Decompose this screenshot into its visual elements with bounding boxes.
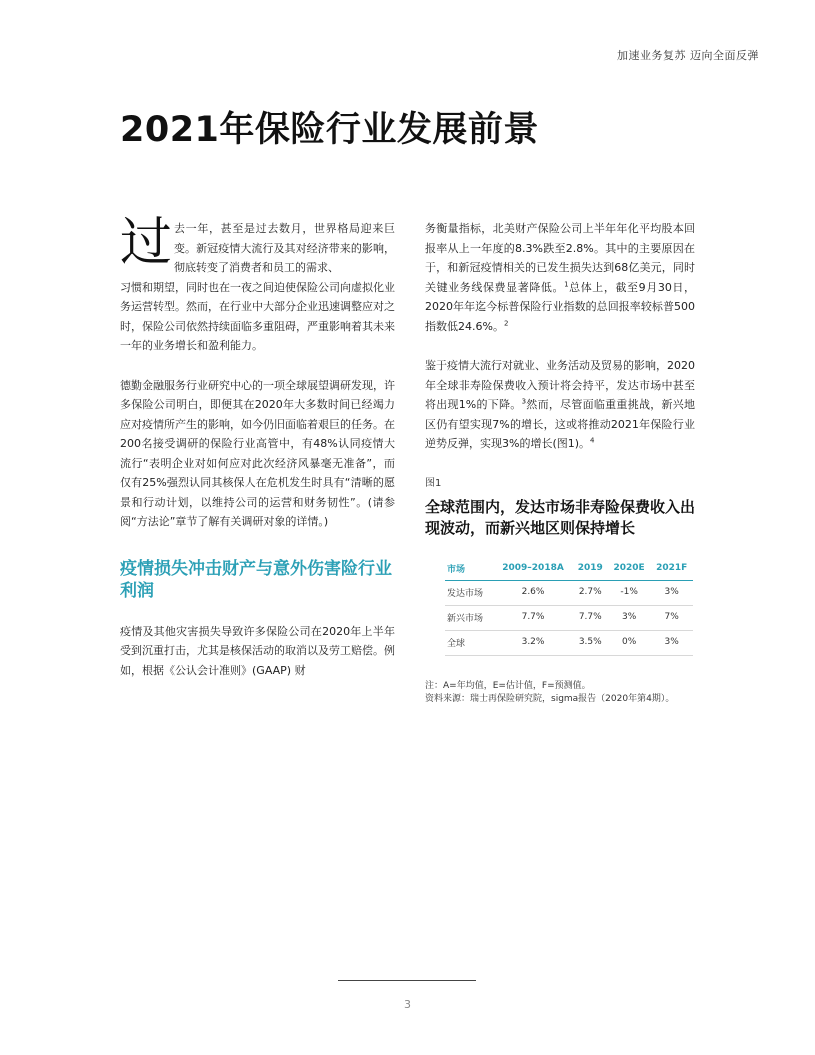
- table-cell: 发达市场: [445, 580, 493, 605]
- note-source: 资料来源：瑞士再保险研究院，sigma报告（2020年第4期）。: [425, 693, 675, 704]
- table-cell: 3%: [650, 580, 693, 605]
- column-header: 2009–2018A: [493, 557, 572, 581]
- column-header: 市场: [445, 557, 493, 581]
- premium-text-a: 鉴于疫情大流行对就业、业务活动及贸易的影响，2020年全球非寿险保费收入预计将会持平，发达市场中甚至将出现1%的下降。: [425, 359, 695, 411]
- roe-text-b: 总体上，截至9月30日，2020年年迄今标普保险行业指数的总回报率较标普500指数低24.6%。: [425, 280, 695, 333]
- intro-head: 去一年，甚至是过去数月，世界格局迎来巨变。新冠疫情大流行及其对经济带来的影响，彻底转变了消费者和员工的需求、: [174, 222, 395, 274]
- table-cell: 3.2%: [493, 630, 572, 655]
- figure-label: 图1: [425, 477, 442, 489]
- page-title: 2021年保险行业发展前景: [120, 110, 539, 150]
- intro-tail: 习惯和期望，同时也在一夜之间迫使保险公司向虚拟化业务运营转型。然而，在行业中大部分企业迅速调整应对之时，保险公司依然持续面临多重阻碍，严重影响着其未来一年的业务增长和盈利能力。: [120, 280, 395, 352]
- table-header-row: [445, 557, 693, 581]
- losses-paragraph: 疫情及其他灾害损失导致许多保险公司在2020年上半年受到沉重打击，尤其是核保活动的取消以及劳工赔偿。例如，根据《公认会计准则》(GAAP) 财: [120, 624, 395, 677]
- premium-growth-table: [445, 557, 693, 656]
- footnote-ref-4: 4: [590, 436, 595, 445]
- footnote-ref-2: 2: [503, 318, 509, 327]
- intro-paragraph: [120, 219, 395, 356]
- footnote-ref-3: 3: [521, 397, 527, 406]
- table-row: [445, 580, 693, 605]
- page-number: 3: [404, 998, 411, 1011]
- table-cell: -1%: [608, 580, 651, 605]
- footer-divider: [338, 980, 476, 981]
- note-abbreviations: 注：A=年均值，E=估计值，F=预测值。: [425, 680, 591, 691]
- section-heading: 疫情损失冲击财产与意外伤害险行业利润: [120, 558, 392, 601]
- figure-title: 全球范围内，发达市场非寿险保费收入出现波动，而新兴地区则保持增长: [425, 497, 696, 537]
- table-cell: 2.6%: [493, 580, 572, 605]
- survey-paragraph: 德勤金融服务行业研究中心的一项全球展望调研发现，许多保险公司明白，即便其在2020年大多数时间已经竭力应对疫情所产生的影响，如今仍旧面临着艰巨的任务。在200名接受调研的保险行业高管中，有48%认同疫情大流行“表明企业对如何应对此次经济风暴毫无准备”，而仅有25%强烈认同其核保人在危机发生时具有“清晰的愿景和行动计划，以维持公司的运营和财务韧性”。(请参阅“方法论”章节了解有关调研对象的详情。): [120, 378, 395, 528]
- table-row: [445, 605, 693, 630]
- right-column: [425, 219, 695, 706]
- header-tagline: 加速业务复苏 迈向全面反弹: [617, 49, 759, 62]
- footnote-ref-1: 1: [564, 279, 569, 288]
- column-header: 2021F: [650, 557, 693, 581]
- table-cell: 3%: [608, 605, 651, 630]
- left-column: [120, 213, 395, 700]
- column-header: 2019: [573, 557, 608, 581]
- table-cell: 2.7%: [573, 580, 608, 605]
- table-cell: 3.5%: [573, 630, 608, 655]
- dropcap: 过: [120, 213, 173, 273]
- intro-block: [120, 213, 395, 356]
- figure-notes: [425, 680, 695, 706]
- table-cell: 7.7%: [573, 605, 608, 630]
- table-cell: 3%: [650, 630, 693, 655]
- premium-text-b: 然而，尽管面临重重挑战，新兴地区仍有望实现7%的增长，这或将推动2021年保险行业逆势反弹，实现3%的增长(图1)。: [425, 398, 696, 450]
- table-row: [445, 630, 693, 655]
- roe-paragraph: [425, 219, 695, 336]
- table-cell: 全球: [445, 630, 493, 655]
- table-cell: 7%: [650, 605, 693, 630]
- table-cell: 0%: [608, 630, 651, 655]
- table-cell: 新兴市场: [445, 605, 493, 630]
- roe-text-a: 务衡量指标，北美财产保险公司上半年年化平均股本回报率从上一年度的8.3%跌至2.8%。其中的主要原因在于，和新冠疫情相关的已发生损失达到68亿美元，同时关键业务线保费显著降低。: [425, 222, 695, 294]
- table-cell: 7.7%: [493, 605, 572, 630]
- premium-paragraph: [425, 356, 695, 454]
- column-header: 2020E: [608, 557, 651, 581]
